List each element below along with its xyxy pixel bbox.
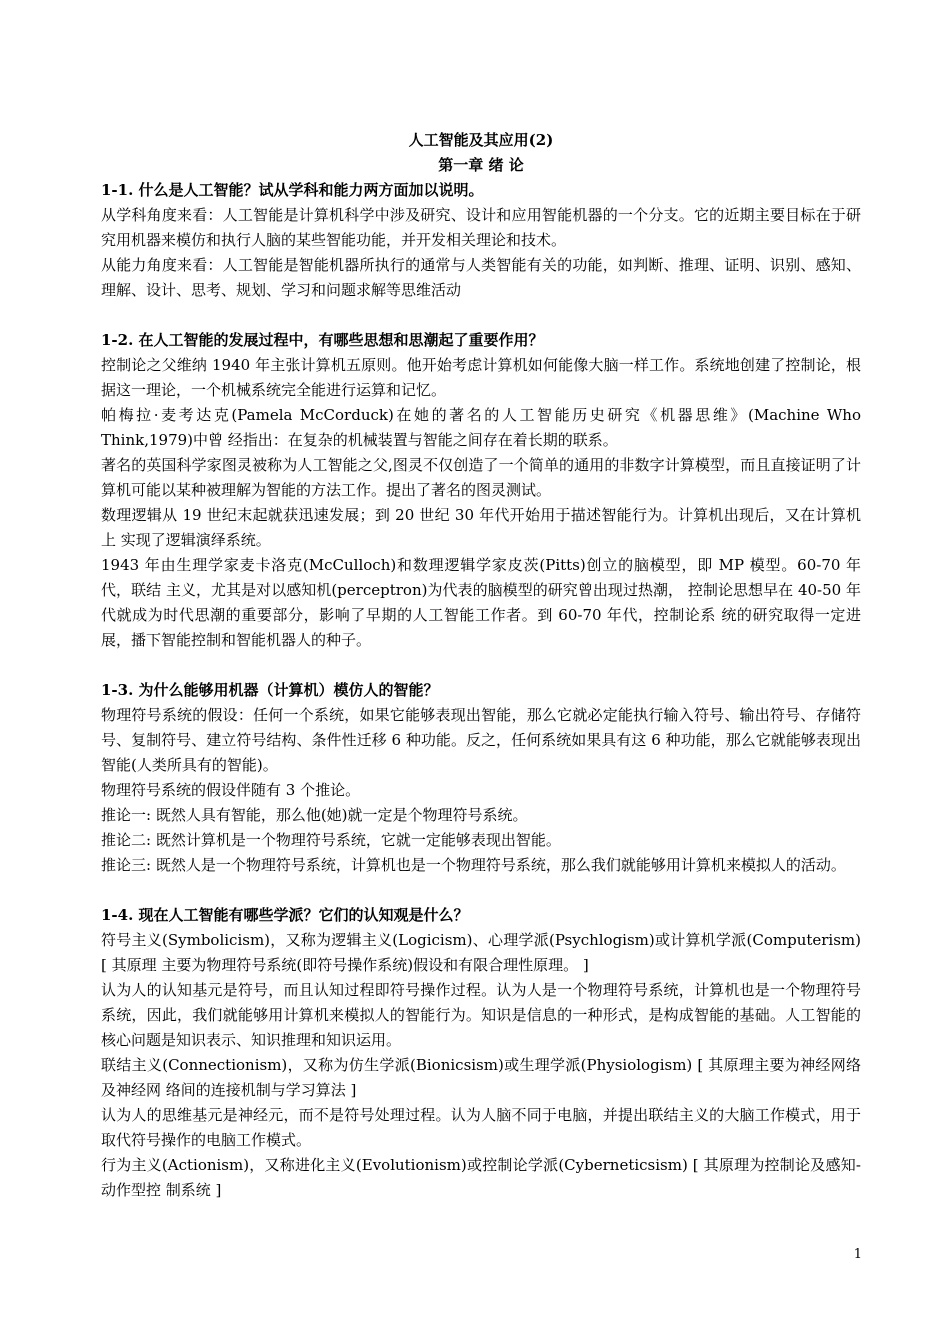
paragraph: 行为主义(Actionism)，又称进化主义(Evolutionism)或控制论学派(Cyberneticsism) [ 其原理为控制论及感知-动作型控 制系统 ] — [101, 1156, 861, 1199]
chapter-title: 第一章 绪 论 — [438, 156, 524, 174]
question-heading: 1-4. 现在人工智能有哪些学派？它们的认知观是什么？ — [101, 906, 469, 924]
paragraph: 推论一: 既然人具有智能，那么他(她)就一定是个物理符号系统。 — [101, 806, 528, 824]
spacer — [101, 303, 861, 328]
document-title: 人工智能及其应用(2) — [408, 131, 554, 149]
paragraph: 物理符号系统的假设伴随有 3 个推论。 — [101, 781, 361, 799]
section-1-1 — [101, 178, 861, 303]
section-1-4 — [101, 903, 861, 1203]
section-1-2 — [101, 328, 861, 653]
paragraph: 著名的英国科学家图灵被称为人工智能之父,图灵不仅创造了一个简单的通用的非数字计算模型，而且直接证明了计 算机可能以某种被理解为智能的方法工作。提出了著名的图灵测试。 — [101, 456, 861, 499]
spacer — [101, 653, 861, 678]
spacer — [101, 878, 861, 903]
paragraph: 推论三: 既然人是一个物理符号系统，计算机也是一个物理符号系统，那么我们就能够用计算机来模拟人的活动。 — [101, 856, 846, 874]
question-heading: 1-2. 在人工智能的发展过程中，有哪些思想和思潮起了重要作用？ — [101, 331, 544, 349]
page-content — [101, 128, 861, 1203]
paragraph: 认为人的认知基元是符号，而且认知过程即符号操作过程。认为人是一个物理符号系统，计算机也是一个物理符号 系统，因此，我们就能够用计算机来模拟人的智能行为。知识是信息的一种形式，是构成智能的基础。人工智能的 核心问题是知识表示、知识推理和知识运用。 — [101, 981, 861, 1049]
question-heading: 1-1. 什么是人工智能？试从学科和能力两方面加以说明。 — [101, 181, 484, 199]
paragraph: 数理逻辑从 19 世纪末起就获迅速发展；到 20 世纪 30 年代开始用于描述智能行为。计算机出现后，又在计算机上 实现了逻辑演绎系统。 — [101, 506, 861, 549]
paragraph: 帕梅拉·麦考达克(Pamela McCorduck)在她的著名的人工智能历史研究《机器思维》(Machine Who Think,1979)中曾 经指出：在复杂的机械装置与智能之间存在着长期的联系。 — [101, 406, 861, 449]
paragraph: 控制论之父维纳 1940 年主张计算机五原则。他开始考虑计算机如何能像大脑一样工作。系统地创建了控制论，根 据这一理论，一个机械系统完全能进行运算和记忆。 — [101, 356, 861, 399]
paragraph: 符号主义(Symbolicism)，又称为逻辑主义(Logicism)、心理学派(Psychlogism)或计算机学派(Computerism) [ 其原理 主要为物理符号系统(即符号操作系统)假设和有限合理性原理。 ] — [101, 931, 861, 974]
paragraph: 从能力角度来看：人工智能是智能机器所执行的通常与人类智能有关的功能，如判断、推理、证明、识别、感知、 理解、设计、思考、规划、学习和问题求解等思维活动 — [101, 256, 861, 299]
section-1-3 — [101, 678, 861, 878]
paragraph: 物理符号系统的假设：任何一个系统，如果它能够表现出智能，那么它就必定能执行输入符号、输出符号、存储符 号、复制符号、建立符号结构、条件性迁移 6 种功能。反之，任何系统如果具有这 6 种功能，那么它就能够表现出 智能(人类所具有的智能)。 — [101, 706, 861, 774]
paragraph: 推论二: 既然计算机是一个物理符号系统，它就一定能够表现出智能。 — [101, 831, 561, 849]
paragraph: 从学科角度来看：人工智能是计算机科学中涉及研究、设计和应用智能机器的一个分支。它的近期主要目标在于研 究用机器来模仿和执行人脑的某些智能功能，并开发相关理论和技术。 — [101, 206, 861, 249]
paragraph: 1943 年由生理学家麦卡洛克(McCulloch)和数理逻辑学家皮茨(Pitts)创立的脑模型，即 MP 模型。60-70 年代，联结 主义，尤其是对以感知机(perceptron)为代表的脑模型的研究曾出现过热潮， 控制论思想早在 40-50 年代就成为时代思潮的重要部分，影响了早期的人工智能工作者。到 60-70 年代，控制论系 统的研究取得一定进展，播下智能控制和智能机器人的种子。 — [101, 556, 861, 649]
paragraph: 联结主义(Connectionism)，又称为仿生学派(Bionicsism)或生理学派(Physiologism) [ 其原理主要为神经网络及神经网 络间的连接机制与学习算法 ] — [101, 1056, 861, 1099]
paragraph: 认为人的思维基元是神经元，而不是符号处理过程。认为人脑不同于电脑，并提出联结主义的大脑工作模式，用于 取代符号操作的电脑工作模式。 — [101, 1106, 861, 1149]
page-number: 1 — [853, 1247, 862, 1262]
question-heading: 1-3. 为什么能够用机器（计算机）模仿人的智能？ — [101, 681, 439, 699]
